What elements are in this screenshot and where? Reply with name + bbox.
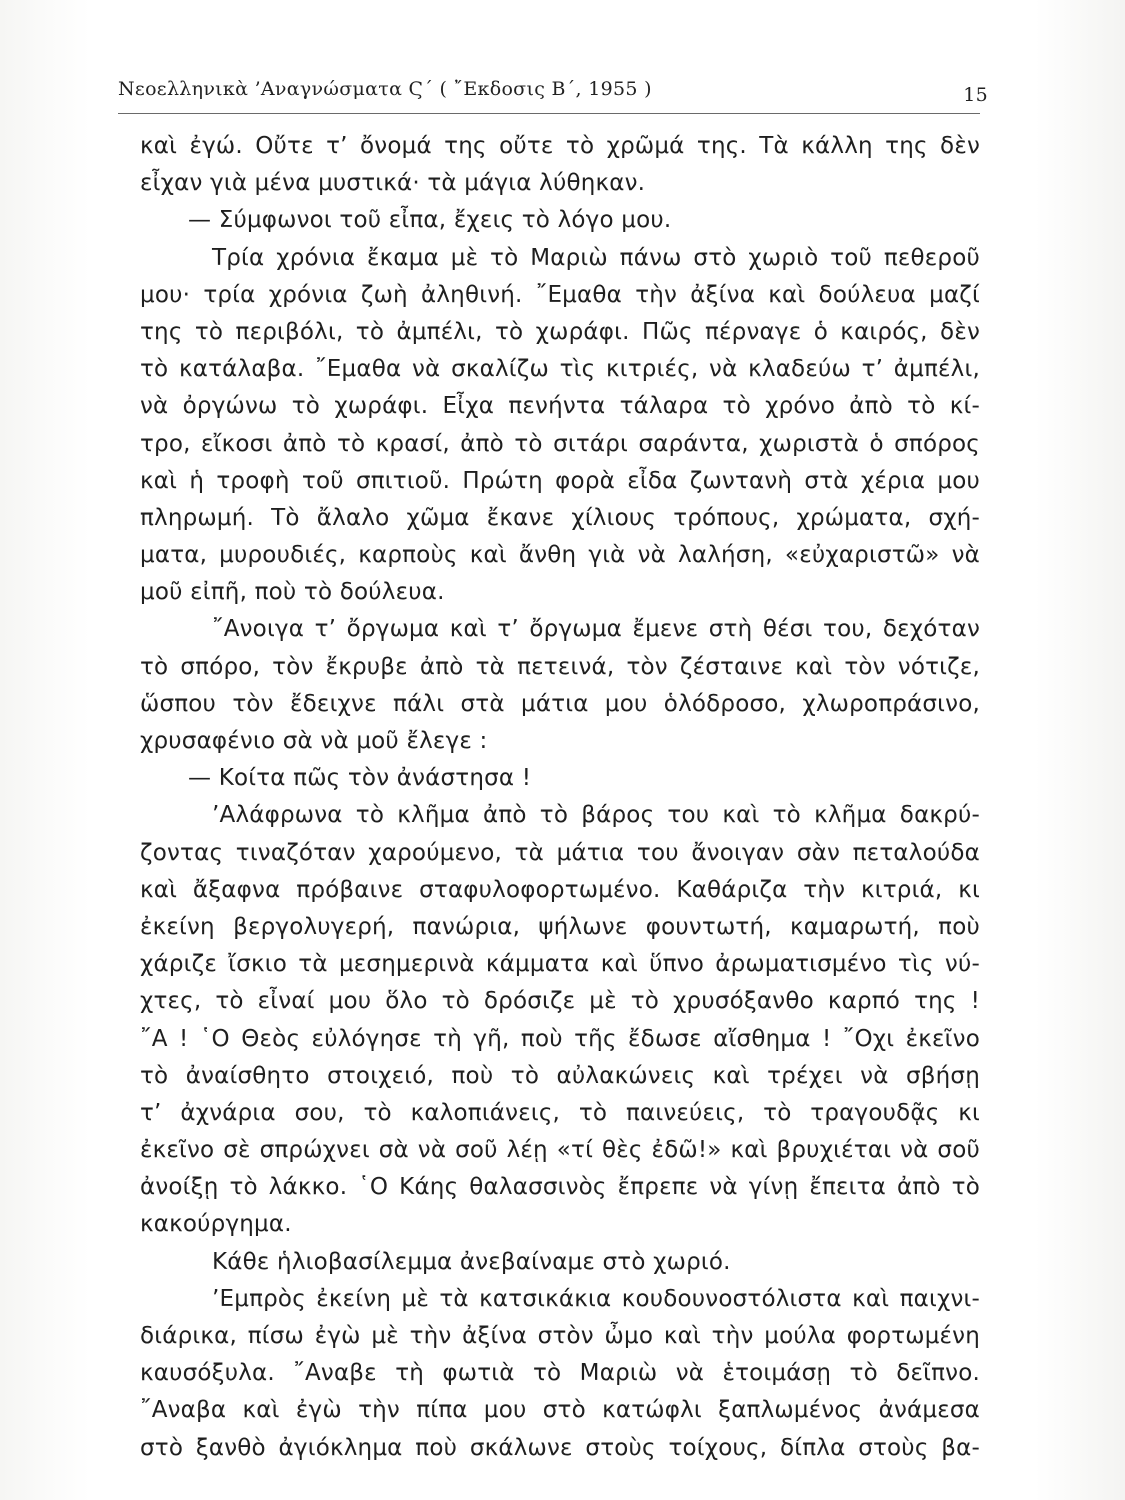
text-line: Τρία χρόνια ἔκαμα μὲ τὸ Μαριὼ πάνω στὸ χωριὸ τοῦ πεθεροῦ: [212, 244, 980, 271]
text-line: — Κοίτα πῶς τὸν ἀνάστησα !: [188, 765, 532, 792]
text-line: ἀνοίξῃ τὸ λάκκο. ῾Ο Κάης θαλασσινὸς ἔπρεπε νὰ γίνῃ ἔπειτα ἀπὸ τὸ: [140, 1174, 980, 1201]
text-line: ῎Ανοιγα τ’ ὄργωμα καὶ τ’ ὄργωμα ἔμενε στὴ θέσι του, δεχόταν: [212, 616, 980, 643]
text-line: τὸ κατάλαβα. ῎Εμαθα νὰ σκαλίζω τὶς κιτριές, νὰ κλαδεύω τ’ ἀμπέλι,: [140, 356, 980, 383]
text-line: στὸ ξανθὸ ἀγιόκλημα ποὺ σκάλωνε στοὺς τοίχους, δίπλα στοὺς βα-: [140, 1434, 980, 1461]
text-line: κακούργημα.: [140, 1211, 292, 1238]
page-number: 15: [963, 84, 988, 106]
body-text: [140, 128, 980, 1467]
text-line: τρο, εἴκοσι ἀπὸ τὸ κρασί, ἀπὸ τὸ σιτάρι σαράντα, χωριστὰ ὁ σπόρος: [140, 430, 980, 457]
text-line: ῎Αναβα καὶ ἐγὼ τὴν πίπα μου στὸ κατώφλι ξαπλωμένος ἀνάμεσα: [140, 1397, 980, 1424]
text-line: ’Εμπρὸς ἐκείνη μὲ τὰ κατσικάκια κουδουνοστόλιστα καὶ παιχνι-: [212, 1285, 980, 1312]
running-header: [118, 74, 988, 104]
text-line: τ’ ἀχνάρια σου, τὸ καλοπιάνεις, τὸ παινεύεις, τὸ τραγουδᾷς κι: [140, 1099, 980, 1126]
text-line: νὰ ὀργώνω τὸ χωράφι. Εἶχα πενήντα τάλαρα τὸ χρόνο ἀπὸ τὸ κί-: [140, 393, 980, 420]
text-line: καὶ ἡ τροφὴ τοῦ σπιτιοῦ. Πρώτη φορὰ εἶδα ζωντανὴ στὰ χέρια μου: [140, 467, 980, 494]
text-line: χάριζε ἴσκιο τὰ μεσημερινὰ κάμματα καὶ ὕπνο ἀρωματισμένο τὶς νύ-: [140, 951, 980, 978]
text-line: εἶχαν γιὰ μένα μυστικά· τὰ μάγια λύθηκαν.: [140, 170, 646, 197]
text-line: μου· τρία χρόνια ζωὴ ἀληθινή. ῎Εμαθα τὴν ἀξίνα καὶ δούλευα μαζί: [140, 281, 980, 308]
text-line: ῎Α ! ῾Ο Θεὸς εὐλόγησε τὴ γῆ, ποὺ τῆς ἔδωσε αἴσθημα ! ῎Οχι ἐκεῖνο: [140, 1025, 980, 1052]
text-line: χρυσαφένιο σὰ νὰ μοῦ ἔλεγε :: [140, 728, 488, 754]
text-line: μοῦ εἰπῆ, ποὺ τὸ δούλευα.: [140, 579, 445, 606]
text-line: ἐκείνη βεργολυγερή, πανώρια, ψήλωνε φουντωτή, καμαρωτή, ποὺ: [140, 913, 980, 940]
text-line: καὶ ἐγώ. Οὔτε τ’ ὄνομά της οὔτε τὸ χρῶμά της. Τὰ κάλλη της δὲν: [140, 133, 980, 159]
text-line: ἐκεῖνο σὲ σπρώχνει σὰ νὰ σοῦ λέῃ «τί θὲς ἐδῶ!» καὶ βρυχιέται νὰ σοῦ: [140, 1137, 980, 1164]
text-line: ζοντας τιναζόταν χαρούμενο, τὰ μάτια του ἄνοιγαν σὰν πεταλούδα: [140, 839, 980, 866]
text-line: ὥσπου τὸν ἔδειχνε πάλι στὰ μάτια μου ὁλόδροσο, χλωροπράσινο,: [140, 690, 980, 717]
text-line: ’Αλάφρωνα τὸ κλῆμα ἀπὸ τὸ βάρος του καὶ τὸ κλῆμα δακρύ-: [212, 802, 980, 829]
text-line: καὶ ἄξαφνα πρόβαινε σταφυλοφορτωμένο. Καθάριζα τὴν κιτριά, κι: [140, 876, 980, 903]
text-line: χτες, τὸ εἶναί μου ὅλο τὸ δρόσιζε μὲ τὸ χρυσόξανθο καρπό της !: [140, 988, 980, 1015]
header-rule: [118, 113, 980, 114]
book-title: Νεοελληνικὰ ’Αναγνώσματα Ϛ΄ ( ῎Εκδοσις Β΄, 1955 ): [118, 78, 652, 100]
text-line: της τὸ περιβόλι, τὸ ἀμπέλι, τὸ χωράφι. Πῶς πέρναγε ὁ καιρός, δὲν: [140, 318, 980, 345]
text-line: τὸ σπόρο, τὸν ἔκρυβε ἀπὸ τὰ πετεινά, τὸν ζέσταινε καὶ τὸν νότιζε,: [140, 653, 980, 680]
text-line: πληρωμή. Τὸ ἄλαλο χῶμα ἔκανε χίλιους τρόπους, χρώματα, σχή-: [140, 504, 980, 531]
text-line: — Σύμφωνοι τοῦ εἶπα, ἔχεις τὸ λόγο μου.: [188, 207, 672, 234]
text-line: διάρικα, πίσω ἐγὼ μὲ τὴν ἀξίνα στὸν ὦμο καὶ τὴν μούλα φορτωμένη: [140, 1323, 980, 1349]
text-line: Κάθε ἡλιοβασίλεμμα ἀνεβαίναμε στὸ χωριό.: [212, 1248, 731, 1275]
text-line: τὸ ἀναίσθητο στοιχειό, ποὺ τὸ αὐλακώνεις καὶ τρέχει νὰ σβήσῃ: [140, 1062, 980, 1089]
text-line: καυσόξυλα. ῎Αναβε τὴ φωτιὰ τὸ Μαριὼ νὰ ἑτοιμάσῃ τὸ δεῖπνο.: [140, 1360, 980, 1387]
text-line: ματα, μυρουδιές, καρποὺς καὶ ἄνθη γιὰ νὰ λαλήση, «εὐχαριστῶ» νὰ: [140, 542, 980, 569]
